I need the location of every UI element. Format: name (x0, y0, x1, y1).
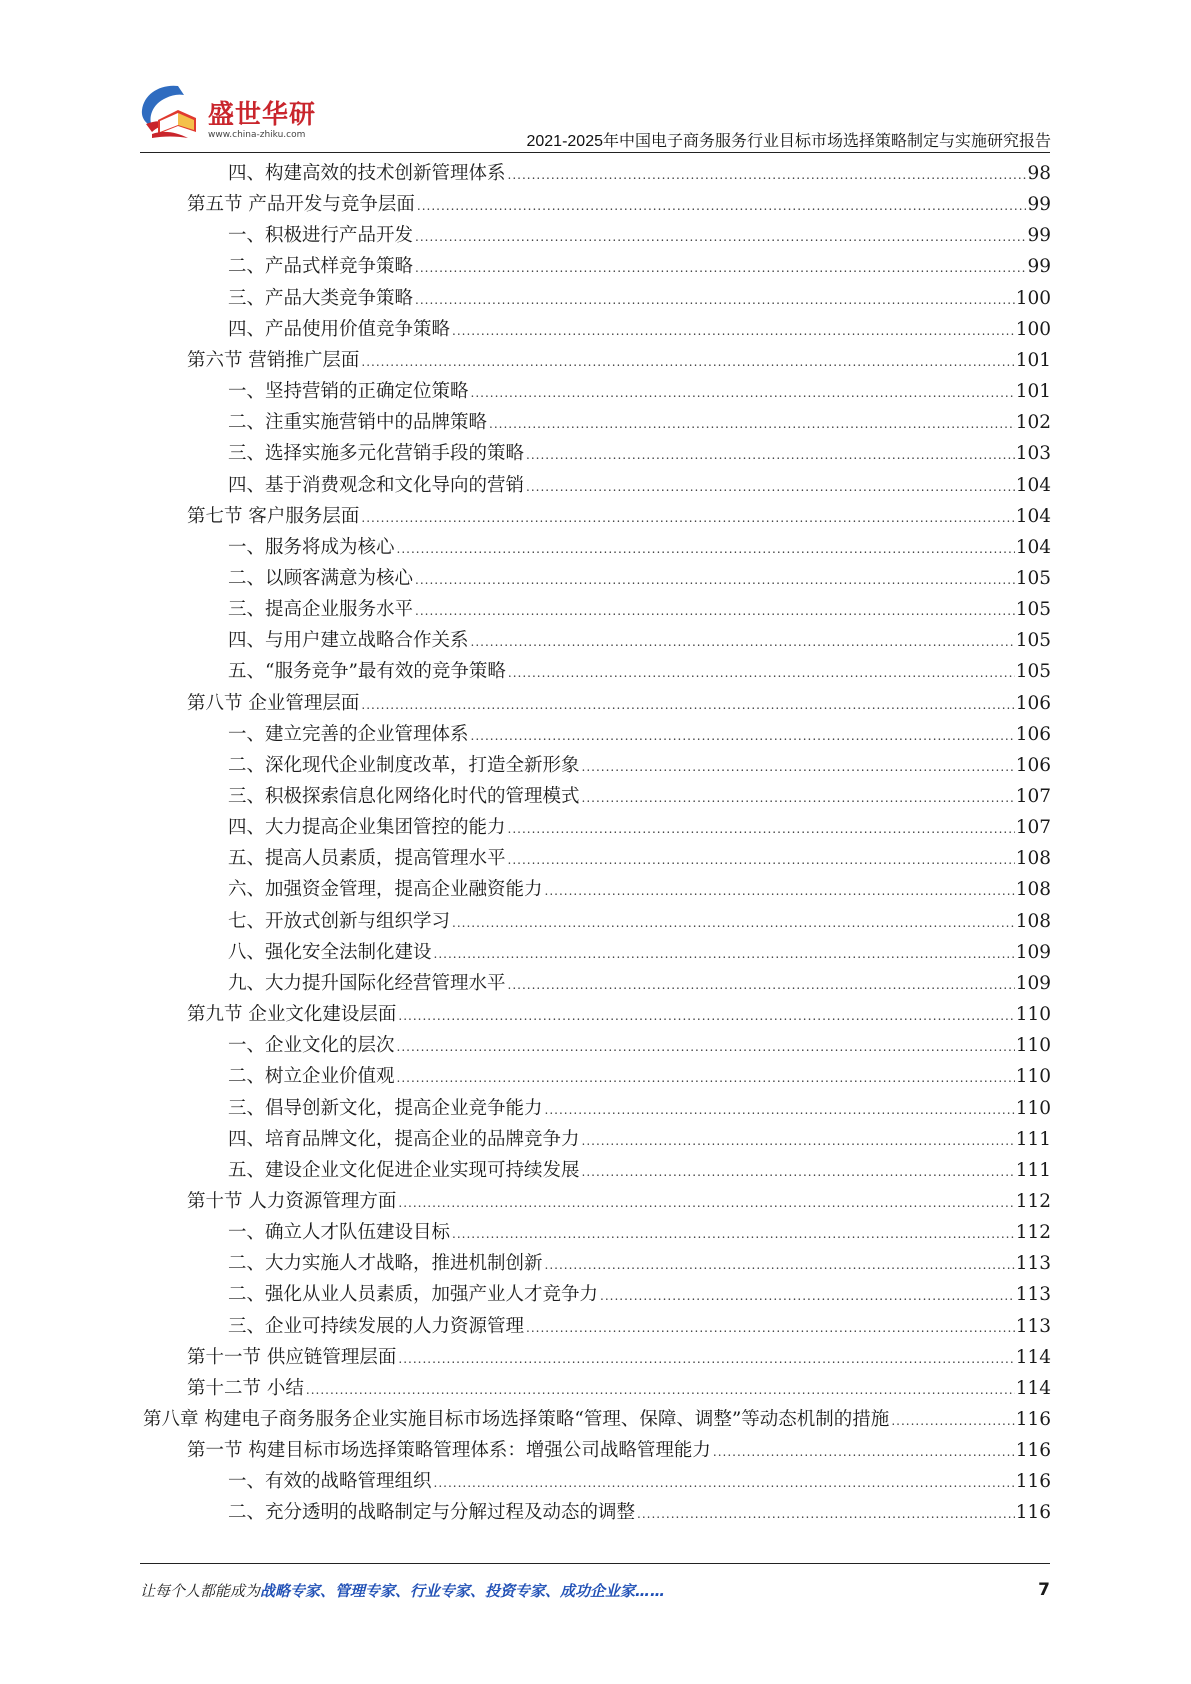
toc-entry-label: 八、强化安全法制化建设 (228, 941, 432, 963)
toc-entry-label: 三、产品大类竞争策略 (228, 287, 414, 309)
toc-leader-dots (415, 285, 1015, 316)
toc-entry-label: 六、加强资金管理，提高企业融资能力 (228, 879, 543, 901)
toc-leader-dots (434, 939, 1015, 970)
footer-divider (140, 1563, 1050, 1564)
toc-entry-page: 112 (1015, 1190, 1051, 1212)
toc-leader-dots (582, 783, 1015, 814)
toc-entry-page: 114 (1015, 1346, 1051, 1368)
toc-entry-page: 100 (1015, 318, 1051, 340)
toc-entry-page: 106 (1015, 754, 1051, 776)
toc-entry-label: 五、建设企业文化促进企业实现可持续发展 (228, 1159, 580, 1181)
toc-entry-page: 105 (1015, 661, 1051, 683)
toc-entry-page: 116 (1015, 1502, 1051, 1524)
toc-entry-page: 113 (1015, 1284, 1051, 1306)
toc-entry[interactable] (228, 750, 1051, 781)
toc-leader-dots (452, 908, 1015, 939)
toc-entry-label: 第十二节 小结 (187, 1377, 304, 1399)
toc-entry-label: 五、“服务竞争”最有效的竞争策略 (228, 661, 506, 683)
toc-leader-dots (508, 160, 1027, 191)
toc-entry-label: 二、注重实施营销中的品牌策略 (228, 412, 488, 434)
toc-entry-page: 116 (1015, 1440, 1051, 1462)
toc-entry-page: 114 (1015, 1377, 1051, 1399)
toc-entry-page: 111 (1015, 1159, 1051, 1181)
page-header (0, 0, 1191, 160)
toc-entry[interactable] (228, 1155, 1051, 1186)
brand-name: 盛世华研 (208, 100, 317, 130)
toc-leader-dots (417, 191, 1027, 222)
toc-leader-dots (415, 565, 1015, 596)
toc-entry-label: 二、产品式样竞争策略 (228, 256, 414, 278)
toc-entry[interactable] (187, 1435, 1051, 1466)
toc-entry-page: 109 (1015, 972, 1051, 994)
brand-logo (138, 80, 318, 150)
toc-entry-page: 108 (1015, 910, 1051, 932)
toc-entry-label: 二、深化现代企业制度改革，打造全新形象 (228, 754, 580, 776)
toc-entry-label: 一、有效的战略管理组织 (228, 1471, 432, 1493)
toc-leader-dots (434, 1468, 1015, 1499)
toc-entry[interactable] (228, 1093, 1051, 1124)
header-divider (140, 152, 1050, 153)
toc-entry[interactable] (187, 1342, 1051, 1373)
toc-entry[interactable] (228, 470, 1051, 501)
toc-entry-label: 二、强化从业人员素质，加强产业人才竞争力 (228, 1284, 599, 1306)
toc-leader-dots (361, 690, 1014, 721)
toc-entry[interactable] (228, 719, 1051, 750)
toc-leader-dots (452, 1219, 1015, 1250)
toc-entry[interactable] (228, 843, 1051, 874)
toc-entry[interactable] (228, 1497, 1051, 1528)
toc-entry-label: 一、服务将成为核心 (228, 536, 395, 558)
toc-entry-label: 三、提高企业服务水平 (228, 599, 414, 621)
toc-leader-dots (582, 1126, 1015, 1157)
toc-leader-dots (600, 1281, 1015, 1312)
toc-leader-dots (361, 503, 1014, 534)
toc-leader-dots (526, 440, 1015, 471)
toc-leader-dots (471, 378, 1015, 409)
toc-entry-page: 104 (1015, 536, 1051, 558)
toc-entry-page: 109 (1015, 941, 1051, 963)
toc-leader-dots (713, 1437, 1015, 1468)
toc-entry[interactable] (228, 1030, 1051, 1061)
toc-entry-page: 99 (1027, 194, 1051, 216)
toc-entry[interactable] (187, 688, 1051, 719)
toc-entry[interactable] (187, 1186, 1051, 1217)
toc-leader-dots (545, 1250, 1015, 1281)
toc-entry[interactable] (228, 1248, 1051, 1279)
toc-entry[interactable] (187, 501, 1051, 532)
toc-entry-page: 107 (1015, 786, 1051, 807)
toc-entry-label: 一、积极进行产品开发 (228, 225, 414, 247)
toc-entry-page: 101 (1015, 349, 1051, 371)
toc-leader-dots (545, 876, 1015, 907)
toc-entry[interactable] (228, 1466, 1051, 1497)
toc-entry-page: 113 (1015, 1253, 1051, 1275)
toc-entry-page: 100 (1015, 287, 1051, 309)
toc-leader-dots (415, 253, 1026, 284)
toc-leader-dots (508, 970, 1015, 1001)
toc-entry-label: 四、基于消费观念和文化导向的营销 (228, 474, 525, 496)
toc-entry-label: 第八节 企业管理层面 (187, 692, 360, 714)
toc-entry-label: 七、开放式创新与组织学习 (228, 910, 451, 932)
toc-leader-dots (398, 1001, 1014, 1032)
toc-entry-page: 108 (1015, 879, 1051, 901)
toc-entry-label: 九、大力提升国际化经营管理水平 (228, 972, 506, 994)
toc-entry[interactable] (228, 407, 1051, 438)
toc-entry-page: 113 (1015, 1315, 1051, 1337)
toc-leader-dots (397, 1032, 1015, 1063)
toc-entry-page: 106 (1015, 692, 1051, 714)
toc-entry-label: 四、与用户建立战略合作关系 (228, 630, 469, 652)
toc-entry-page: 99 (1027, 256, 1051, 278)
toc-entry-label: 第九节 企业文化建设层面 (187, 1004, 397, 1026)
toc-leader-dots (471, 627, 1015, 658)
toc-entry[interactable] (228, 158, 1051, 189)
toc-entry[interactable] (228, 1279, 1051, 1310)
toc-leader-dots (508, 845, 1015, 876)
toc-entry[interactable] (228, 656, 1051, 687)
toc-entry[interactable] (187, 999, 1051, 1030)
toc-leader-dots (397, 1063, 1015, 1094)
toc-entry[interactable] (228, 1061, 1051, 1092)
toc-entry[interactable] (228, 1311, 1051, 1342)
toc-entry-label: 二、大力实施人才战略，推进机制创新 (228, 1253, 543, 1275)
toc-entry-label: 二、充分透明的战略制定与分解过程及动态的调整 (228, 1502, 636, 1524)
toc-entry[interactable] (228, 594, 1051, 625)
toc-entry-page: 110 (1015, 1004, 1051, 1026)
toc-entry-page: 110 (1015, 1066, 1051, 1088)
toc-entry[interactable] (228, 812, 1051, 843)
page-number: 7 (1038, 1580, 1050, 1600)
toc-leader-dots (471, 721, 1015, 752)
toc-leader-dots (361, 347, 1014, 378)
toc-entry-page: 104 (1015, 505, 1051, 527)
toc-leader-dots (397, 534, 1015, 565)
toc-entry-label: 第六节 营销推广层面 (187, 349, 360, 371)
toc-leader-dots (526, 1313, 1015, 1344)
toc-entry[interactable] (228, 968, 1051, 999)
toc-entry-label: 五、提高人员素质，提高管理水平 (228, 848, 506, 870)
toc-entry-label: 三、企业可持续发展的人力资源管理 (228, 1315, 525, 1337)
toc-entry[interactable] (228, 438, 1051, 469)
toc-entry[interactable] (228, 376, 1051, 407)
toc-entry[interactable] (143, 1404, 1051, 1435)
toc-leader-dots (545, 1095, 1015, 1126)
toc-entry[interactable] (228, 1217, 1051, 1248)
toc-leader-dots (415, 222, 1026, 253)
toc-entry[interactable] (228, 314, 1051, 345)
toc-entry-label: 一、坚持营销的正确定位策略 (228, 381, 469, 403)
toc-leader-dots (306, 1375, 1015, 1406)
toc-entry-page: 105 (1015, 599, 1051, 621)
toc-entry-label: 一、确立人才队伍建设目标 (228, 1222, 451, 1244)
toc-entry[interactable] (228, 532, 1051, 563)
toc-entry-label: 四、大力提高企业集团管控的能力 (228, 817, 506, 839)
toc-entry-label: 三、选择实施多元化营销手段的策略 (228, 443, 525, 465)
toc-entry[interactable] (228, 625, 1051, 656)
slogan-lead: 让每个人都能成为 (140, 1582, 261, 1600)
toc-entry[interactable] (228, 220, 1051, 251)
report-title: 2021-2025年中国电子商务服务行业目标市场选择策略制定与实施研究报告 (526, 133, 1051, 150)
toc-entry[interactable] (228, 1124, 1051, 1155)
toc-entry-page: 99 (1027, 225, 1051, 247)
toc-entry[interactable] (228, 874, 1051, 905)
toc-entry[interactable] (228, 906, 1051, 937)
toc-entry-page: 103 (1015, 443, 1051, 465)
toc-leader-dots (508, 658, 1015, 689)
toc-entry-label: 第十节 人力资源管理方面 (187, 1190, 397, 1212)
toc-entry-label: 四、产品使用价值竞争策略 (228, 318, 451, 340)
toc-leader-dots (398, 1344, 1014, 1375)
toc-entry[interactable] (187, 189, 1051, 220)
toc-entry-page: 98 (1027, 163, 1051, 184)
toc-entry[interactable] (228, 283, 1051, 314)
footer-slogan (140, 1580, 665, 1601)
brand-url: www.china-zhiku.com (208, 130, 306, 140)
toc-entry-label: 一、企业文化的层次 (228, 1035, 395, 1057)
toc-entry-label: 二、树立企业价值观 (228, 1066, 395, 1088)
toc-entry-page: 105 (1015, 630, 1051, 652)
toc-entry-label: 第七节 客户服务层面 (187, 505, 360, 527)
toc-entry-page: 116 (1015, 1471, 1051, 1493)
toc-entry[interactable] (228, 781, 1051, 812)
toc-entry-label: 四、培育品牌文化，提高企业的品牌竞争力 (228, 1128, 580, 1150)
toc-entry-page: 108 (1015, 848, 1051, 870)
logo-emblem-icon (138, 80, 210, 142)
toc-entry-page: 101 (1015, 381, 1051, 403)
toc-entry-label: 第五节 产品开发与竞争层面 (187, 194, 415, 216)
toc-entry-label: 四、构建高效的技术创新管理体系 (228, 163, 506, 184)
toc-entry[interactable] (228, 251, 1051, 282)
toc-leader-dots (582, 1157, 1015, 1188)
toc-entry-page: 111 (1015, 1128, 1051, 1150)
toc-entry-page: 110 (1015, 1097, 1051, 1119)
toc-entry[interactable] (187, 345, 1051, 376)
toc-entry[interactable] (228, 563, 1051, 594)
toc-leader-dots (398, 1188, 1014, 1219)
toc-entry-page: 110 (1015, 1035, 1051, 1057)
toc-leader-dots (526, 472, 1015, 503)
toc-entry-label: 第一节 构建目标市场选择策略管理体系：增强公司战略管理能力 (187, 1440, 711, 1462)
toc-entry-label: 三、倡导创新文化，提高企业竞争能力 (228, 1097, 543, 1119)
toc-leader-dots (415, 596, 1015, 627)
toc-entry-page: 102 (1015, 412, 1051, 434)
page-footer (140, 1580, 1050, 1604)
toc-entry-page: 105 (1015, 567, 1051, 589)
toc-leader-dots (582, 752, 1015, 783)
toc-entry[interactable] (187, 1373, 1051, 1404)
toc-entry-label: 二、以顾客满意为核心 (228, 567, 414, 589)
toc-leader-dots (891, 1406, 1014, 1437)
toc-entry-label: 第十一节 供应链管理层面 (187, 1346, 397, 1368)
toc-entry-page: 116 (1015, 1409, 1051, 1430)
slogan-accent: 战略专家、管理专家、行业专家、投资专家、成功企业家…… (260, 1582, 666, 1600)
toc-entry-page: 106 (1015, 723, 1051, 745)
toc-entry-page: 104 (1015, 474, 1051, 496)
toc-entry-label: 一、建立完善的企业管理体系 (228, 723, 469, 745)
toc-entry-label: 三、积极探索信息化网络化时代的管理模式 (228, 786, 580, 807)
toc-leader-dots (637, 1499, 1015, 1530)
toc-entry-label: 第八章 构建电子商务服务企业实施目标市场选择策略“管理、保障、调整”等动态机制的措施 (143, 1409, 890, 1430)
toc-leader-dots (489, 409, 1015, 440)
toc-leader-dots (508, 814, 1015, 845)
toc-entry-page: 112 (1015, 1222, 1051, 1244)
toc-entry-page: 107 (1015, 817, 1051, 839)
toc-leader-dots (452, 316, 1015, 347)
toc-entry[interactable] (228, 937, 1051, 968)
